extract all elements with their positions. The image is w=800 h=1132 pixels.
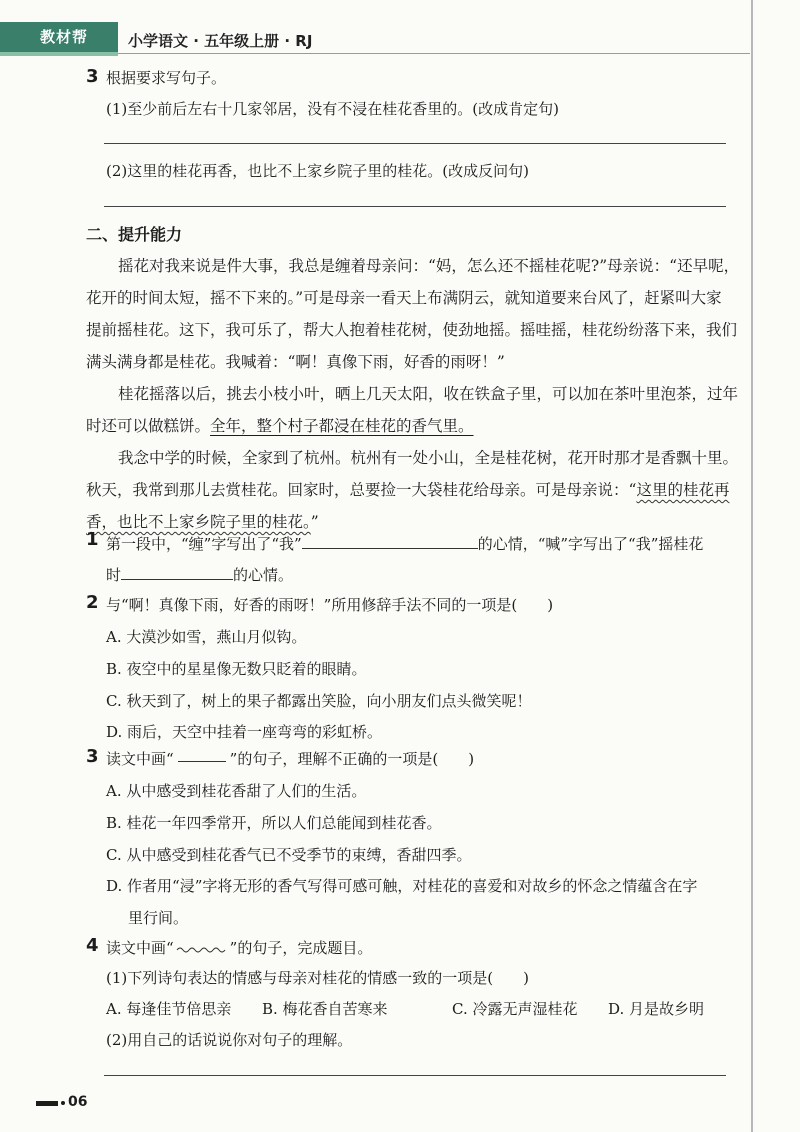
passage-text: 秋天，我常到那儿去赏桂花。回家时，总要捡一大袋桂花给母亲。可是母亲说：“ [86,481,637,499]
option-d[interactable]: D. 月是故乡明 [608,1000,705,1018]
question-text: 第一段中，“缠”字写出了“我” [106,535,302,553]
option-d-continued: 里行间。 [128,909,189,927]
passage-line: 花开的时间太短，摇不下来的。”可是母亲一看天上布满阴云，就知道要来台风了，赶紧叫大家 [86,289,722,307]
question-prompt [106,563,293,585]
question-number: 4 [86,935,99,956]
sub-question: (2)这里的桂花再香，也比不上家乡院子里的桂花。(改成反问句) [106,162,529,180]
answer-line[interactable] [104,1075,726,1076]
question-text: 读文中画“ [106,750,174,768]
underline-symbol [178,761,226,762]
header-badge: 教材帮 [40,28,89,46]
option-b[interactable]: B. 梅花香自苦寒来 [262,1000,388,1018]
option-b[interactable]: B. 桂花一年四季常开，所以人们总能闻到桂花香。 [106,814,442,832]
option-d[interactable]: D. 作者用“浸”字将无形的香气写得可感可触，对桂花的喜爱和对故乡的怀念之情蕴含在字 [106,877,698,895]
wavy-line-symbol [176,945,228,955]
option-c[interactable]: C. 从中感受到桂花香气已不受季节的束缚，香甜四季。 [106,846,472,864]
option-c[interactable]: C. 秋天到了，树上的果子都露出笑脸，向小朋友们点头微笑呢！ [106,692,532,710]
question-number: 3 [86,66,99,87]
question-prompt [106,748,474,769]
passage-line: 摇花对我来说是件大事，我总是缠着母亲问：“妈，怎么还不摇桂花呢?”母亲说：“还早呢， [118,257,740,275]
passage-line [86,510,319,532]
question-number: 2 [86,592,99,613]
passage-line: 我念中学的时候，全家到了杭州。杭州有一处小山，全是桂花树，花开时那才是香飘十里。 [118,449,739,467]
wavy-underlined-sentence: 香，也比不上家乡院子里的桂花。 [86,513,311,531]
passage-line [86,414,474,436]
sub-question: (1)下列诗句表达的情感与母亲对桂花的情感一致的一项是( ) [106,969,529,987]
option-d[interactable]: D. 雨后，天空中挂着一座弯弯的彩虹桥。 [106,723,383,741]
passage-line: 提前摇桂花。这下，我可乐了，帮大人抱着桂花树，使劲地摇。摇哇摇，桂花纷纷落下来，我们 [86,321,738,339]
sub-question: (1)至少前后左右十几家邻居，没有不浸在桂花香里的。(改成肯定句) [106,100,559,118]
page-edge [751,0,753,1132]
question-number: 3 [86,746,99,767]
passage-line [86,478,729,500]
option-a[interactable]: A. 从中感受到桂花香甜了人们的生活。 [106,782,367,800]
question-prompt [106,937,372,958]
question-text: ”的句子，理解不正确的一项是( ) [229,750,475,768]
wavy-underlined-sentence: 这里的桂花再 [636,481,730,499]
page-number: 06 [68,1094,88,1110]
passage-line: 满头满身都是桂花。我喊着：“啊！真像下雨，好香的雨呀！” [86,353,505,371]
option-b[interactable]: B. 夜空中的星星像无数只眨着的眼睛。 [106,660,367,678]
fill-blank[interactable] [302,532,478,549]
option-a[interactable]: A. 大漠沙如雪，燕山月似钩。 [106,628,307,646]
answer-line[interactable] [104,143,726,144]
question-text: 时 [106,566,122,584]
passage-text: 时还可以做糕饼。 [86,417,211,435]
question-prompt: 与“啊！真像下雨，好香的雨呀！”所用修辞手法不同的一项是( ) [106,596,554,614]
question-text: ”的句子，完成题目。 [229,939,373,957]
sub-question: (2)用自己的话说说你对句子的理解。 [106,1031,353,1049]
fill-blank[interactable] [121,563,233,580]
question-text: 的心情，“喊”字写出了“我”摇桂花 [477,535,704,553]
answer-line[interactable] [104,206,726,207]
option-a[interactable]: A. 每逢佳节倍思亲 [106,1000,232,1018]
option-c[interactable]: C. 冷露无声湿桂花 [452,1000,578,1018]
passage-line: 桂花摇落以后，挑去小枝小叶，晒上几天太阳，收在铁盒子里，可以加在茶叶里泡茶，过年 [118,385,739,403]
page-dot [61,1101,65,1105]
page-mark [36,1101,58,1106]
question-text: 的心情。 [233,566,294,584]
question-number: 1 [86,529,99,550]
section-heading: 二、提升能力 [86,225,183,244]
underlined-sentence: 全年，整个村子都浸在桂花的香气里。 [210,417,474,435]
book-title: 小学语文 · 五年级上册 · RJ [128,32,313,50]
header-rule [118,53,750,54]
question-text: 读文中画“ [106,939,174,957]
question-prompt [106,532,703,554]
question-prompt: 根据要求写句子。 [106,69,227,87]
passage-text: ” [310,513,319,531]
